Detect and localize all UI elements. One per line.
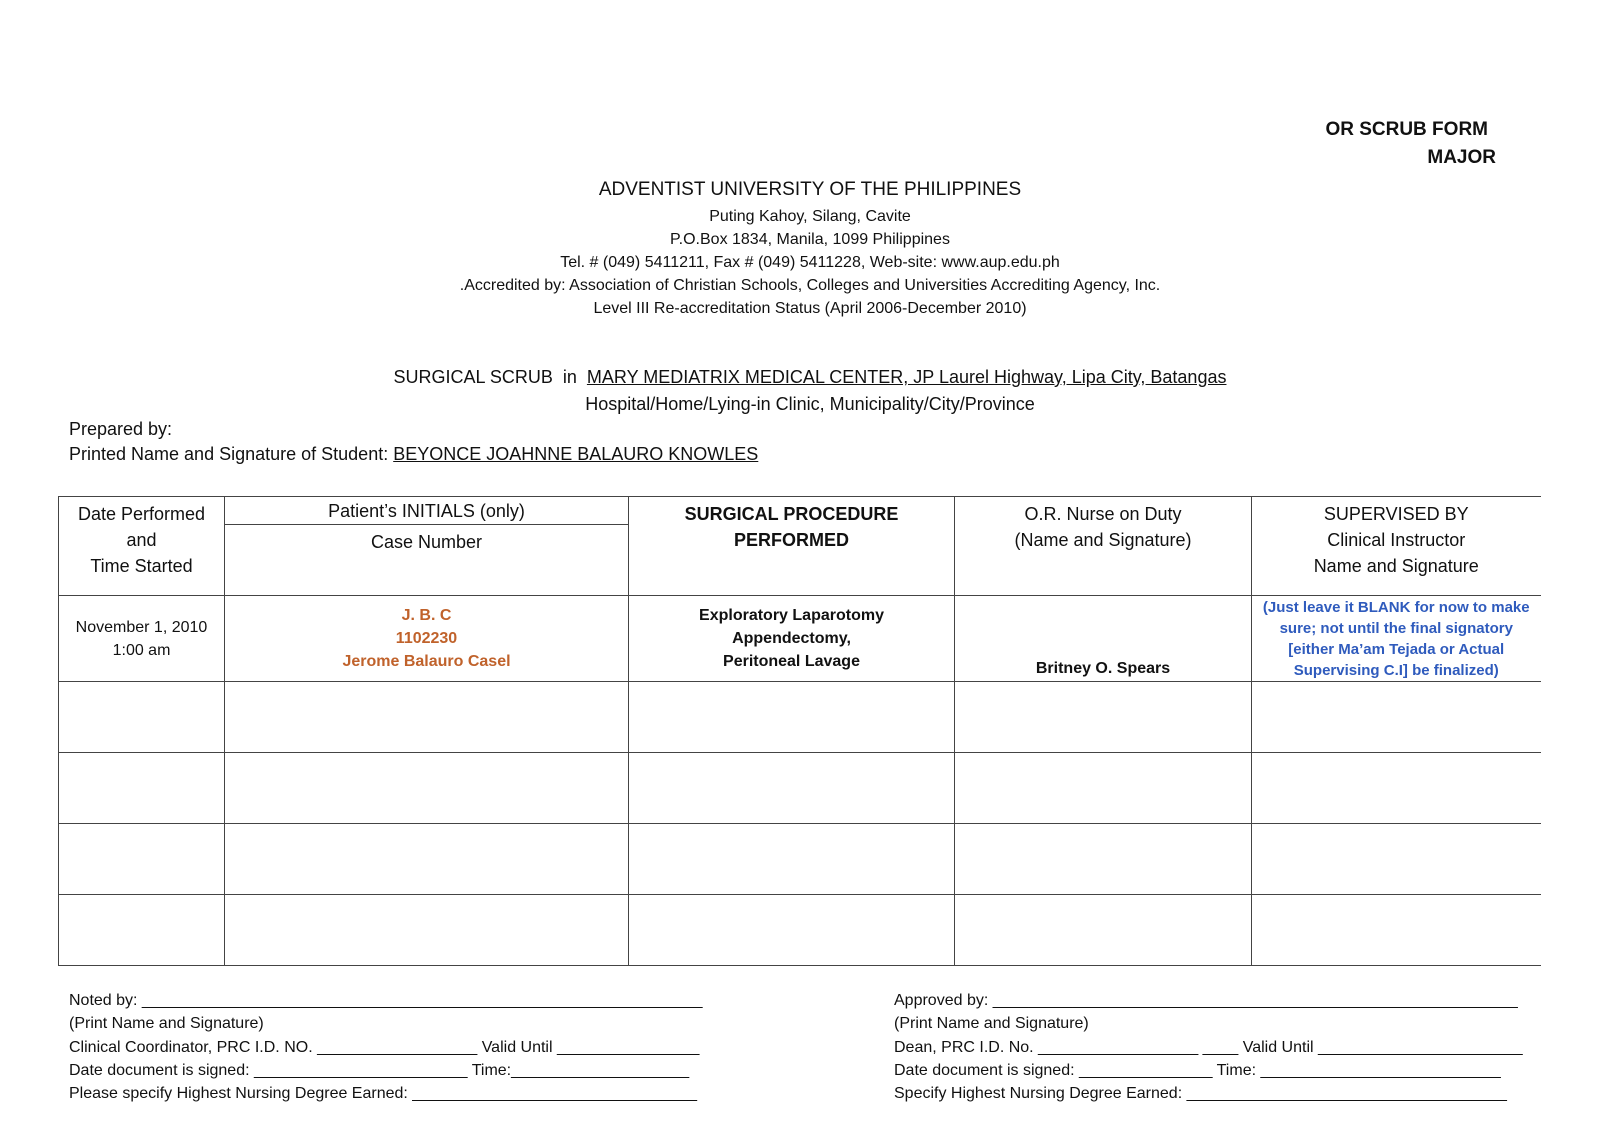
university-name: ADVENTIST UNIVERSITY OF THE PHILIPPINES bbox=[598, 179, 1022, 200]
header-date: Date Performed and Time Started bbox=[59, 497, 225, 596]
table-row bbox=[59, 596, 1541, 682]
contact-line: Tel. # (049) 5411211, Fax # (049) 5411228, Web-site: www.aup.edu.ph bbox=[560, 254, 1060, 271]
header-nurse: O.R. Nurse on Duty (Name and Signature) bbox=[955, 497, 1252, 596]
accreditation-status: Level III Re-accreditation Status (April 2006-December 2010) bbox=[593, 300, 1027, 317]
entry-patient-cell bbox=[225, 596, 629, 682]
surgical-scrub-line bbox=[0, 367, 1600, 388]
scrub-location: MARY MEDIATRIX MEDICAL CENTER, JP Laurel Highway, Lipa City, Batangas bbox=[586, 367, 1227, 387]
scrub-prefix: SURGICAL SCRUB in bbox=[393, 367, 587, 387]
student-line bbox=[69, 444, 758, 465]
approved-date-line: Date document is signed: _______________ Time: ___________________________ bbox=[894, 1061, 1501, 1079]
address-line-2: P.O.Box 1834, Manila, 1099 Philippines bbox=[670, 231, 950, 248]
header-supervised: SUPERVISED BY Clinical Instructor Name and Signature bbox=[1252, 497, 1541, 596]
footer-approved-block bbox=[894, 989, 1523, 1105]
header-procedure: SURGICAL PROCEDURE PERFORMED bbox=[629, 497, 955, 596]
scrub-record-table bbox=[58, 496, 1541, 966]
entry-nurse: Britney O. Spears bbox=[1035, 660, 1171, 677]
form-title bbox=[1325, 116, 1496, 172]
table-row bbox=[59, 753, 1541, 824]
coordinator-line: Clinical Coordinator, PRC I.D. NO. __________________ Valid Until ________________ bbox=[69, 1038, 700, 1056]
prepared-by-label: Prepared by: bbox=[69, 419, 173, 439]
header-case-number: Case Number bbox=[225, 525, 629, 596]
scrub-location-label: Hospital/Home/Lying-in Clinic, Municipality/City/Province bbox=[585, 394, 1035, 414]
noted-degree-line: Please specify Highest Nursing Degree Earned: ________________________________ bbox=[69, 1085, 698, 1103]
dean-line: Dean, PRC I.D. No. __________________ ____ Valid Until _______________________ bbox=[894, 1038, 1523, 1056]
table-row bbox=[59, 895, 1541, 966]
noted-print-label: (Print Name and Signature) bbox=[69, 1015, 264, 1033]
entry-procedure-cell: Exploratory Laparotomy Appendectomy, Peritoneal Lavage bbox=[629, 596, 955, 682]
approved-degree-line: Specify Highest Nursing Degree Earned: ____________________________________ bbox=[894, 1085, 1507, 1103]
noted-by-line: Noted by: _______________________________________________________________ bbox=[69, 992, 703, 1009]
student-name: BEYONCE JOAHNNE BALAURO KNOWLES bbox=[393, 444, 759, 464]
header-patient-initials: Patient’s INITIALS (only) bbox=[225, 497, 629, 525]
form-title-line1: OR SCRUB FORM bbox=[1325, 119, 1488, 140]
entry-date: November 1, 2010 bbox=[75, 618, 208, 636]
approved-print-label: (Print Name and Signature) bbox=[894, 1015, 1089, 1033]
entry-nurse-cell bbox=[955, 596, 1252, 682]
table-row bbox=[59, 682, 1541, 753]
accreditation-line: .Accredited by: Association of Christian Schools, Colleges and Universities Accrediting Agency, Inc. bbox=[459, 277, 1161, 294]
university-address bbox=[0, 205, 1600, 320]
form-title-line2: MAJOR bbox=[1427, 147, 1496, 168]
approved-by-line: Approved by: ___________________________________________________________ bbox=[894, 992, 1518, 1009]
entry-patient-name: Jerome Balauro Casel bbox=[342, 653, 511, 670]
address-line-1: Puting Kahoy, Silang, Cavite bbox=[709, 208, 911, 225]
table-row bbox=[59, 824, 1541, 895]
entry-case-number: 1102230 bbox=[395, 630, 458, 647]
noted-date-line: Date document is signed: ________________________ Time:____________________ bbox=[69, 1061, 690, 1079]
entry-initials: J. B. C bbox=[401, 607, 452, 624]
entry-supervisor-cell: (Just leave it BLANK for now to make sure; not until the final signatory [either Ma’am Tejada or Actual Supervising C.I] be finalized) bbox=[1252, 596, 1541, 682]
footer-noted-block bbox=[69, 989, 703, 1105]
student-label: Printed Name and Signature of Student: bbox=[69, 444, 394, 464]
entry-time: 1:00 am bbox=[112, 641, 171, 659]
entry-date-cell bbox=[59, 596, 225, 682]
